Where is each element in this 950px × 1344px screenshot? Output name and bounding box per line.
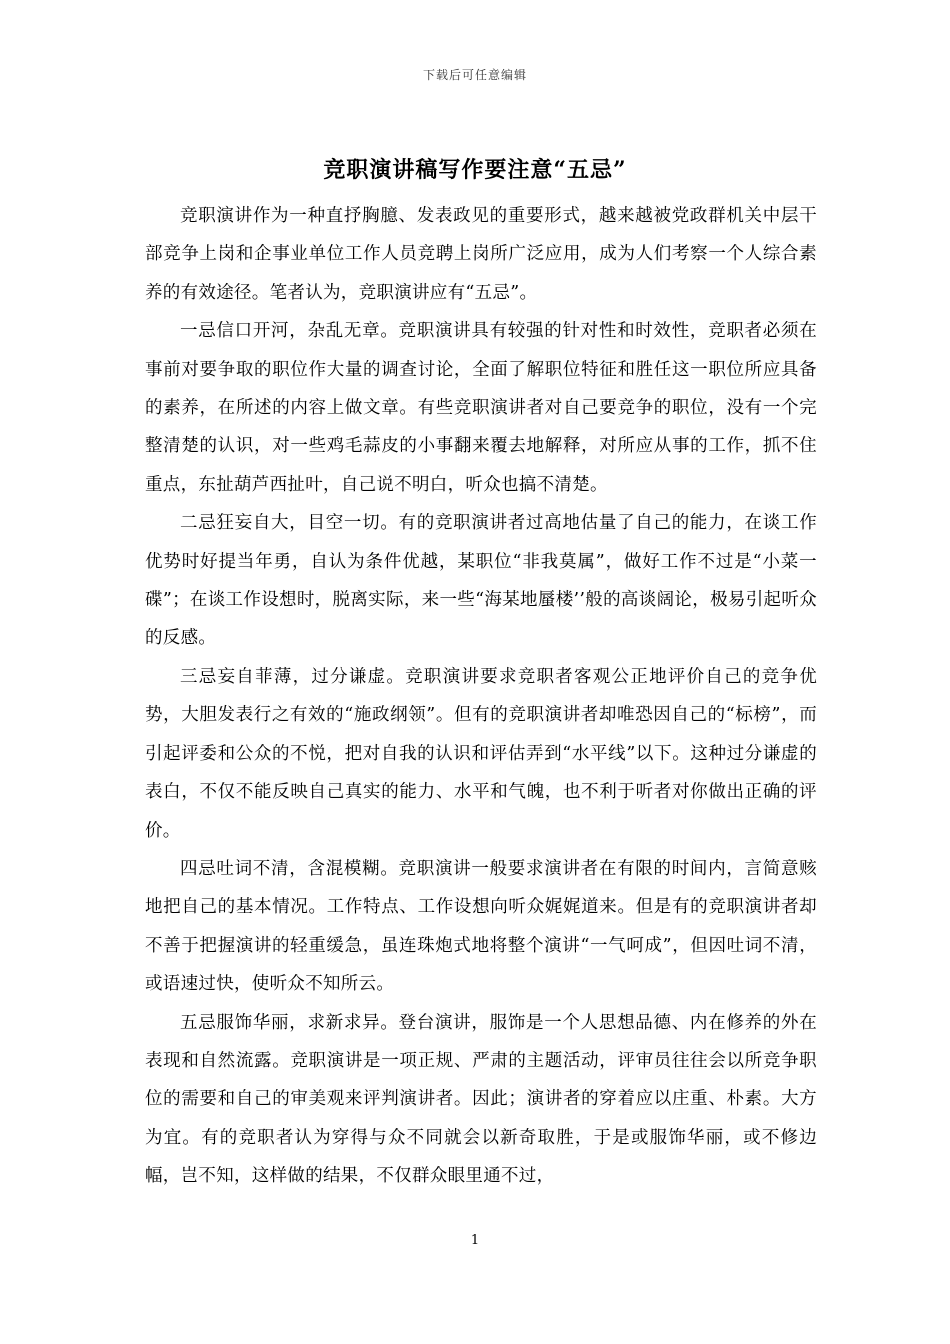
paragraph-taboo-4: 四忌吐词不清，含混模糊。竞职演讲一般要求演讲者在有限的时间内，言简意赅地把自己的基本情况。工作特点、工作设想向听众娓娓道来。但是有的竞职演讲者却不善于把握演讲的轻重缓急，虽连珠炮式地将整个演讲“一气呵成”，但因吐词不清，或语速过快，使听众不知所云。 [145, 858, 817, 995]
paragraph-taboo-3: 三忌妄自菲薄，过分谦虚。竞职演讲要求竞职者客观公正地评价自己的竞争优势，大胆发表行之有效的“施政纲领”。但有的竞职演讲者却唯恐因自己的“标榜”，而引起评委和公众的不悦，把对自我的认识和评估弄到“水平线”以下。这种过分谦虚的表白，不仅不能反映自己真实的能力、水平和气魄，也不利于听者对你做出正确的评价。 [145, 666, 817, 841]
page-number: 1 [470, 1233, 480, 1248]
paragraph-taboo-5: 五忌服饰华丽，求新求异。登台演讲，服饰是一个人思想品德、内在修养的外在表现和自然流露。竞职演讲是一项正规、严肃的主题活动，评审员往往会以所竞争职位的需要和自己的审美观来评判演讲者。因此；演讲者的穿着应以庄重、朴素。大方为宜。有的竞职者认为穿得与众不同就会以新奇取胜，于是或服饰华丽，或不修边幅，岂不知，这样做的结果，不仅群众眼里通不过， [145, 1012, 817, 1187]
paragraph-taboo-2: 二忌狂妄自大，目空一切。有的竞职演讲者过高地估量了自己的能力，在谈工作优势时好提当年勇，自认为条件优越，某职位“非我莫属”，做好工作不过是“小菜一碟”；在谈工作设想时，脱离实际，来一些“海某地蜃楼’’般的高谈阔论，极易引起听众的反感。 [145, 513, 817, 649]
paragraph-taboo-1: 一忌信口开河，杂乱无章。竞职演讲具有较强的针对性和时效性，竞职者必须在事前对要争取的职位作大量的调查讨论，全面了解职位特征和胜任这一职位所应具备的素养，在所述的内容上做文章。有些竞职演讲者对自己要竞争的职位，没有一个完整清楚的认识，对一些鸡毛蒜皮的小事翻来覆去地解释，对所应从事的工作，抓不住重点，东扯葫芦西扯叶，自己说不明白，听众也搞不清楚。 [145, 321, 817, 495]
document-title: 竞职演讲稿写作要注意“五忌” [323, 157, 627, 183]
paragraph-intro: 竞职演讲作为一种直抒胸臆、发表政见的重要形式，越来越被党政群机关中层干部竞争上岗和企事业单位工作人员竞聘上岗所广泛应用，成为人们考察一个人综合素养的有效途径。笔者认为，竞职演讲应有“五忌”。 [145, 206, 817, 303]
header-note: 下载后可任意编辑 [422, 68, 527, 82]
document-body [145, 197, 817, 1196]
